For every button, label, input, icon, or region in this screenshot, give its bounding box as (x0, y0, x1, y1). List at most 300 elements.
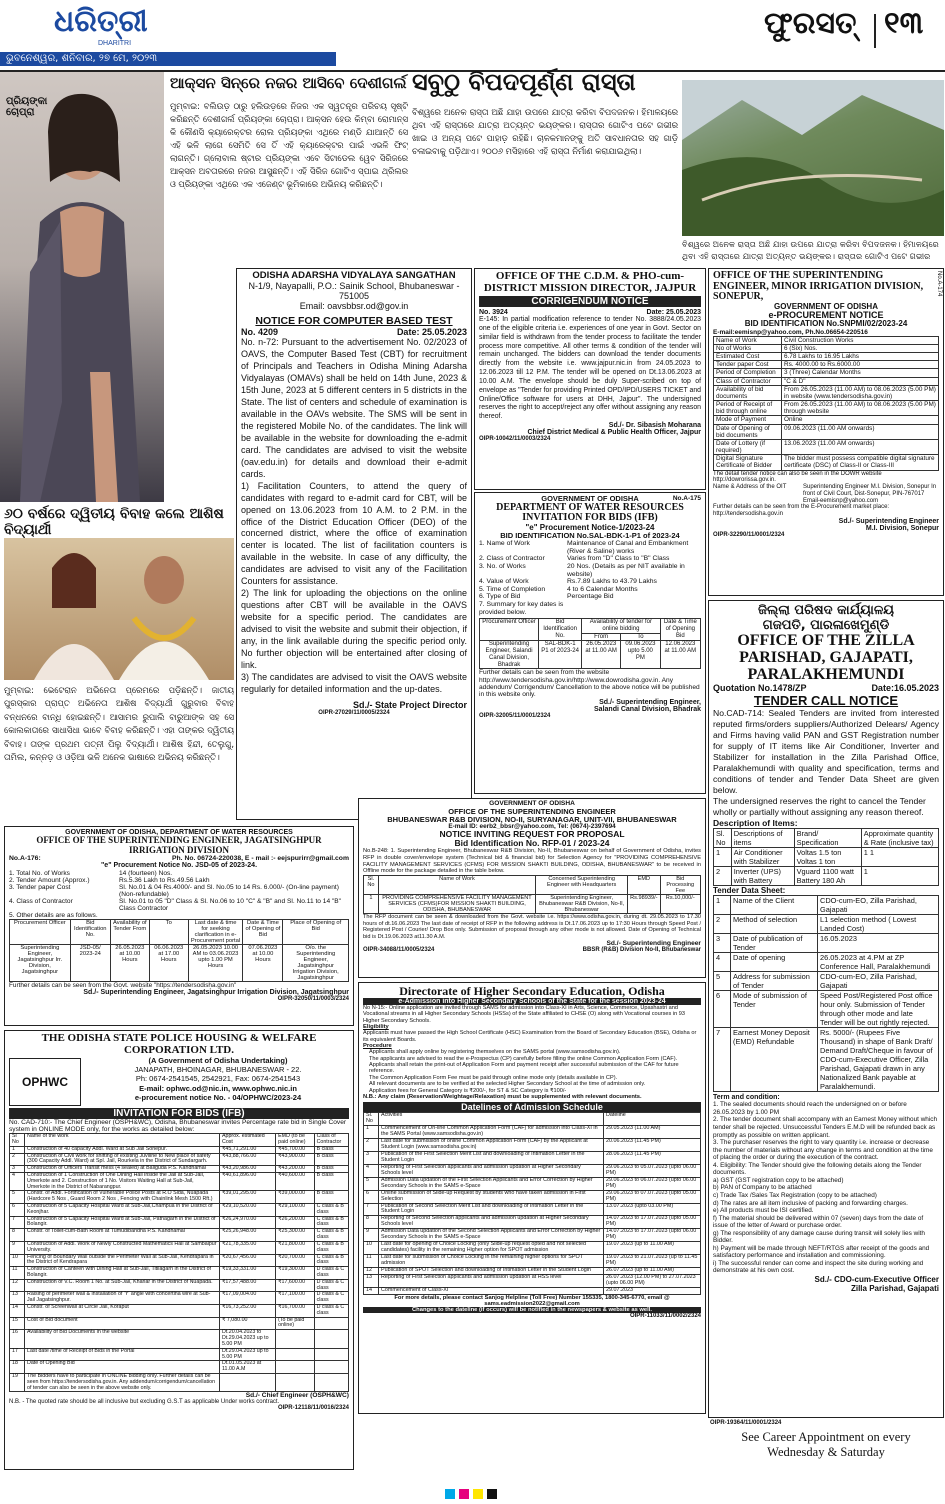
police-cell: ₹17,600.00 (276, 1279, 314, 1292)
police-cell: ₹16,700.00 (276, 1305, 314, 1318)
police-cell: 6 (10, 1204, 25, 1217)
dhse-proc-item: Application fees for General Category is ₹200/-, for ST & SC Category is ₹100/- (369, 1087, 567, 1094)
police-cell: C class & B class (314, 1216, 348, 1229)
rnb-o2: BHUBANESWAR R&B DIVISION, NO-II, SURYANAGAR, UNIT-VII, BHUBANESWAR (387, 814, 677, 824)
zilla-title: OFFICE OF THE ZILLA PARISHAD, GAJAPATI, PARALAKHEMUNDI (737, 632, 915, 683)
police-cell: B class (314, 1191, 348, 1204)
dhse-cell: 29.05.2023 (11.00 AM) (604, 1126, 701, 1139)
police-a2: JANAPATH, BHOINAGAR, BHUBANESWAR - 22. (134, 1065, 302, 1075)
water-value: Rs.7.89 Lakhs to 43.79 Lakhs (567, 578, 657, 586)
jagat-label: 5. Other details are as follows. (9, 911, 98, 919)
jagat-th: Place of Opening of Bid (283, 919, 349, 944)
zilla-sheet-cell: CDO-cum-EO, Zilla Parishad, Gajapati (818, 896, 939, 915)
zilla-body2: The undersigned reserves the right to cancel the Tender wholly or partially without assigning any reason thereof. (713, 796, 926, 818)
dhse-cell: 9 (364, 1229, 379, 1242)
zilla-date: Date:16.05.2023 (871, 683, 939, 694)
police-cell: ₹25,26,948.00 (220, 1229, 276, 1242)
jagat-cell: 06.06.2023 at 17.00 Hours (149, 944, 188, 981)
section-divider (874, 14, 876, 48)
minor-row (714, 369, 939, 377)
dhse-cell: Last date for opening of Choice Locking (only Slide-up request opted and not selected candidates) facility in the remaining Higher option for SPOT admission (379, 1242, 604, 1255)
police-cell: Constr. of Screenwall at Circle Jail, Koraput (25, 1305, 220, 1318)
zilla-sheet-cell: Speed Post/Registered Post office hour only. Submission of Tender through other mode and late Tender will be out rightly rejected. (818, 991, 939, 1028)
zilla-term: h) Payment will be made through NEFT/RTGS after receipt of the goods and satisfactory performance and installation and commissioning. (713, 1244, 930, 1260)
police-cell: 12 (10, 1279, 25, 1292)
logo: ଧରିତ୍ରୀ (54, 4, 148, 39)
zilla-ref: OIPR-19364/11/0001/2324 (710, 1420, 782, 1426)
jagat-label: 4. Class of Contractor (9, 897, 73, 905)
minor-value: Civil Construction Works (781, 336, 938, 344)
police-row (10, 1361, 349, 1374)
portrait-illustration (0, 72, 164, 502)
police-row (10, 1204, 349, 1217)
jagat-gov: GOVERNMENT OF ODISHA, DEPARTMENT OF WATER RESOURCES (65, 829, 293, 836)
jagat-table (9, 919, 349, 982)
dhse-cell: 13.07.2023 (upto 03.00 PM) (604, 1203, 701, 1216)
police-cell: Construction of Canteen with Dining Hall at Sub-Jail, Titilagarh in the District of Bolangir. (25, 1267, 220, 1280)
zilla-sheet-cell: Earnest Money Deposit (EMD) Refundable (731, 1028, 818, 1092)
dhse-title: Directorate of Higher Secondary Education, Odisha (399, 984, 665, 998)
zilla-sheet-cell: 7 (714, 1028, 731, 1092)
police-cell: ₹29,10,520.00 (220, 1204, 276, 1217)
minor-label: Availability of bid documents (714, 385, 782, 400)
oavs-address: N-1/9, Nayapalli, P.O.: Sainik School, Bhubaneswar - 751005 (248, 280, 460, 301)
rnb-email: E-mail ID: eerb2_bbsr@yahoo.com, Tel: (0674)-2397694 (448, 822, 616, 830)
police-cell: D class & C class (314, 1292, 348, 1305)
police-a4: E-mail: ophwc.od@nic.in, www.ophwc.nic.in (139, 1083, 297, 1093)
police-cell: Construction of Addl. Work of Newly Constructed Mathematics Hall at Sambalpur University. (25, 1241, 220, 1254)
minor-label: Date of Opening of bid documents (714, 424, 782, 439)
zilla-term: i) The successful render can come and inspect the site during working and demonstrate at his own cost. (713, 1259, 924, 1275)
rnb-cell: Rs.98939/- (628, 895, 660, 914)
jagat-ph: Ph. No. 06724-220038, E - mail :- eejspurirr@gmail.com (172, 855, 349, 863)
police-row (10, 1216, 349, 1229)
police-cell: ₹39,01,295.00 (220, 1191, 276, 1204)
police-cell: Date of Opening Bid (25, 1361, 220, 1374)
police-ifb: INVITATION FOR BIDS (IFB) (9, 1108, 349, 1119)
dhse-cell: 29.06.2023 to 06.07.2023 (upto 06.00 PM) (604, 1177, 701, 1190)
minor-sig2: M.I. Division, Sonepur (865, 524, 939, 532)
dhse-cell: 12 (364, 1267, 379, 1274)
minor-label: Period of Receipt of bid through online (714, 401, 782, 416)
dhse-cell: 14.07.2023 to 17.07.2023 (upto 06.00 PM) (604, 1229, 701, 1242)
minor-bid: BID IDENTIFICATION No.SNPMI/02/2023-24 (744, 319, 908, 329)
minor-label: No of Works (714, 344, 782, 352)
dhse-cell: 7 (364, 1203, 379, 1216)
police-cell: ₹25,300.00 (276, 1229, 314, 1242)
dhse-row (364, 1229, 701, 1242)
dhse-cell: 2 (364, 1139, 379, 1152)
dhse-cell: 3 (364, 1152, 379, 1165)
police-cell: 17 (10, 1348, 25, 1361)
logo-sub: DHARITRI (98, 40, 132, 47)
water-gov: GOVERNMENT OF ODISHA (541, 494, 639, 503)
police-cell: 19 (10, 1373, 25, 1391)
water-label: 7. Summary for key dates is provided below. (479, 601, 564, 616)
zilla-item-cell: Vguard 1100 watt Battery 180 Ah (794, 867, 861, 886)
minor-value: From 26.05.2023 (11.00 AM) to 08.06.2023 (5.00 PM) through website (781, 401, 938, 416)
dhse-row (364, 1177, 701, 1190)
masthead (0, 0, 945, 72)
story3-headline: ୬୦ ବର୍ଷରେ ଦ୍ୱିତୀୟ ବିବାହ କଲେ ଆଶିଷ ବିଦ୍ୟାର୍ଥୀ (4, 506, 224, 538)
rnb-notice (358, 798, 706, 978)
zilla-term: 3. The purchaser reserves the right to vary quantity i.e. increase or decrease the number of materials without any change in terms and condition at the time of placing the order or during the execution of the contract. (713, 1139, 933, 1162)
dhse-cell: Last date for submission of Choice Locking in the remaining higher options for SPOT admission (379, 1255, 604, 1268)
story2-body: ବିଶ୍ୱରେ ଅନେକ ରାସ୍ତା ଅଛି ଯାହା ଉପରେ ଯାତ୍ରା କରିବା ବିପଦଜନକ। ହିମାଳୟରେ ଥିବା ଏହି ରାସ୍ତାରେ ଯାତ୍ରା ଅତ୍ୟନ୍ତ ଭୟଙ୍କର। ରାସ୍ତାର ଗୋଟିଏ ପଟେ ଗଭୀର ଖାଇ ଓ ଅନ୍ୟ ପଟେ ପାହାଡ଼ ରହିଛି। ଚାଳକମାନଙ୍କୁ ଅତି ସାବଧାନତାର ସହ ଗାଡ଼ି ଚଳାଇବାକୁ ପଡ଼ିଥାଏ। ୨୦୦୬ ମସିହାରେ ଏହି ରାସ୍ତା ନିର୍ମାଣ କରାଯାଇଥିଲା। (412, 107, 678, 157)
water-value (567, 601, 701, 616)
water-value: Varies from "D" Class to "B" Class (567, 555, 670, 563)
police-sig: Sd./- Chief Engineer (OSPH&WC) (245, 1392, 349, 1400)
cdm-sub: CORRIGENDUM NOTICE (479, 296, 701, 307)
dhse-cell: 14 (364, 1287, 379, 1294)
dhse-cell: Admission Data updation of the First Selection Applicants and Error Correction by Higher Secondary Schools in the SAMS e-Space (379, 1177, 604, 1190)
rnb-table (363, 875, 701, 914)
minor-value: Online (781, 416, 938, 424)
police-cell: ₹20,700.00 (276, 1254, 314, 1267)
zilla-term: d) The rates are all item inclusive of packing and forwarding charges. (713, 1199, 908, 1207)
dhse-ref: OIPR-11033/11/0002/2324 (629, 1312, 701, 1319)
dhse-row (364, 1152, 701, 1165)
police-th: EMD (to be paid online) (276, 1134, 314, 1147)
police-row (10, 1292, 349, 1305)
jagat-cell: O/o. the Superintending Engineer, Jagatsinghpur Irrigation Division, Jagatsinghpur (283, 944, 349, 981)
police-row (10, 1305, 349, 1318)
water-title: DEPARTMENT OF WATER RESOURCES INVITATION FOR BIDS (IFB) (496, 501, 684, 524)
jagat-th: Bid Identification No. (70, 919, 110, 944)
dhse-cell: Publication of the First Selection Merit List and downloading of Intimation Letter in the Student Login (379, 1152, 604, 1165)
zilla-term: g) The responsibility of any damage cause during transit will solely lies with Bidder. (713, 1229, 925, 1245)
cdm-body: E-145: In partial modification reference to tender No. 3888/24.05.2023 one of the eligible criteria i.e. experiences of one year in Govt. Sector on similar field is withdrawn from the tender process to facilitate the tender process more competitive. All other terms & condition of the tender will remain unchanged. The bidders can download the tender documents directly from the website i.e. www.jajpur.nic.in from 24.05.2023 to 12.06.2023 till 12 P.M. The tender will be opened on Dt.13.06.2023 at 10.00 A.M. The envelope should be duly Super-scribed on top of envelope as "Tender for providing Printed OPD/IPD/USERS TICKET and Online/Office software for users at DHH, Jajpur". The undersigned reserves the right to accept/reject any offer without assigning any reason thereof. (479, 316, 701, 421)
dhse-intro: No N-15:- Online application are invited through SAMS for admission into Class-XI in Arts, Science, Commerce, Upashastri and Vocational streams in all Higher Secondary Schools (HSSs) of the State affiliated to CHSE (O) along with Vocational courses in 93 Higher Secondary Schools. (363, 1004, 686, 1024)
police-cell: 16 (10, 1330, 25, 1348)
minor-label: Period of Completion (714, 369, 782, 377)
dhse-row (364, 1216, 701, 1229)
zilla-th: Sl. No (714, 829, 732, 848)
priyanka-photo (0, 72, 164, 502)
rnb-gov: GOVERNMENT OF ODISHA (489, 800, 575, 807)
police-th: Name of the work (25, 1134, 220, 1147)
zilla-item-row (714, 867, 939, 886)
water-value: Maintenance of Canal and Embankment (River & Saline) works (567, 540, 689, 555)
jagat-cell: JSD-05/ 2023-24 (70, 944, 110, 981)
minor-row (714, 377, 939, 385)
zilla-sheet-title: Tender Data Sheet: (713, 886, 786, 896)
jagat-row (9, 877, 349, 884)
dhse-cell: 29.07.2023 (604, 1287, 701, 1294)
dhse-proc-item: Applicants shall retain the print-out of Application Form and payment receipt after successful submission of the CAF for future reference. (369, 1061, 679, 1075)
zilla-term: 4. Eligibility: The Tender should give the following details along the Tender documents. (713, 1161, 922, 1177)
zilla-sheet-cell: 1 (714, 896, 731, 915)
dhse-cell: 14.07.2023 to 17.07.2023 (upto 05.00 PM) (604, 1216, 701, 1229)
couple-illustration (4, 538, 234, 680)
police-th: Approx. estimated Cost (220, 1134, 276, 1147)
zilla-body: No.CAD-714: Sealed Tenders are invited from interested reputed firms/orders suppliers/Authorized Delears/ Agency and Firms having valid PAN and GST Registration number for supply of IT items like Air Conditioner, Inverter and Stabilizer for installation in the Zilla Parishad Office, Paralakhemundi with quality and specification, terms and conditions of tender and Tender Data Sheet are given below. (713, 708, 939, 796)
zilla-term: e) All products must be ISI certified. (713, 1207, 814, 1215)
police-cell: ₹45,700.00 (276, 1146, 314, 1153)
minor-label: Mode of Payment (714, 416, 782, 424)
cdm-ref: OIPR-10042/11/0003/2324 (479, 436, 551, 443)
police-cell: D class & C class (314, 1267, 348, 1280)
jagat-th: Date & Time of Opening of Bid (243, 919, 283, 944)
minor-label: Estimated Cost (714, 353, 782, 361)
water-row (479, 540, 701, 555)
zilla-term: b) PAN of Company to be attached (713, 1184, 812, 1192)
story1-caption: ପ୍ରିୟଙ୍କା ଚୋପ୍ରା (6, 96, 48, 118)
zilla-item-cell: 1 (714, 848, 732, 867)
police-cell: ₹43,200.00 (276, 1166, 314, 1173)
oavs-p4: 3) The candidates are advised to visit the OAVS website regularly for detailed information and the up-dates. (241, 672, 467, 695)
dhse-cell: Online submission of Slide-up Request by students who have taken admission in First Selection (379, 1190, 604, 1203)
dhse-cell: Commencement of On-line Common Application Form (CAF) for admission into Class-XI in the SAMS Portal (www.samsodisha.gov.in) (379, 1126, 604, 1139)
police-cell: Construction of Officers Transit mess (4 sealed) at Baliguda P.S. Kandhamal (25, 1166, 220, 1173)
rnb-th: Name of Work (378, 876, 535, 895)
police-row (10, 1373, 349, 1391)
oavs-p1: No. n-72: Pursuant to the advertisement No. 02/2023 of OAVS, the Computer Based Test (CBT) for recruitment of Principals and Teachers in Odisha Mining Adarsha Vidyalayas (OMAVs) shall be held on 14th June, 2023 & 15th June, 2023 at 5 different centers in 5 districts in the State. The list of centers and schedule of examination is available in the OAVs website. The SMS will be sent in the registered Mobile No. of the candidates. The link will be available in the website for downloading the e-admit card. The candidates are advised to visit the website (oav.edu.in) for details and download their e-admit cards. (241, 336, 467, 479)
zilla-sheet-cell: Name of the Client (731, 896, 818, 915)
police-cell: ₹40,600.00 (276, 1172, 314, 1190)
jagat-value (119, 912, 349, 919)
police-cell: 18 (10, 1361, 25, 1374)
water-label: 2. Class of Contractor (479, 555, 545, 563)
water-value: 20 Nos. (Details as per NIT available in website) (567, 562, 685, 578)
minor-table (713, 336, 939, 471)
police-title: THE ODISHA STATE POLICE HOUSING & WELFARE CORPORATION LTD. (41, 1032, 317, 1056)
dhse-cell: Publication of SPOT Selection and downloading of Intimation Letter in the Student Login (379, 1267, 604, 1274)
oavs-ref: OIPR-27029/11/0005/2324 (318, 710, 390, 717)
water-row (479, 555, 701, 563)
zilla-item-cell: 1 1 (861, 848, 938, 867)
water-sig2: Salandi Canal Division, Bhadrak (594, 705, 701, 713)
jagat-cell: 26.05.2023 at 10.00 Hours (110, 944, 149, 981)
zilla-item-cell: 1 (861, 867, 938, 886)
zilla-sheet-cell: Date of publication of Tender (731, 934, 818, 953)
zilla-term: f) The material should be delivered within 07 (seven) days from the date of issue of the letter of Award or purchase order. (713, 1214, 924, 1230)
jagat-cell: 07.06.2023 at 10.00 Hours (243, 944, 283, 981)
minor-label: Tender paper Cost (714, 361, 782, 369)
police-cell: ₹29,100.00 (276, 1204, 314, 1217)
water-row (479, 578, 701, 586)
police-cell: ₹17,100.00 (276, 1292, 314, 1305)
minor-oit-label: Name & Address of the OIT (713, 484, 787, 491)
zilla-sheet-row (714, 915, 939, 934)
jagat-row (9, 898, 349, 912)
police-cell: Fencing of Boundary Wall outside the Perimeter Wall at Sub-Jail, Kendrapara in the District of Kendrapara (25, 1254, 220, 1267)
jagat-cell: 26.05.2023 10.00 AM to 03.06.2023 upto 1.00 PM Hours (188, 944, 243, 981)
jagat-label: 1. Total No. of Works (9, 869, 70, 877)
minor-further: Further details can be seen from the E-Procurement market place: http://tendersodisha.gov.in (713, 504, 890, 517)
police-row (10, 1241, 349, 1254)
zilla-sheet-cell: 6 (714, 991, 731, 1028)
police-cell (314, 1361, 348, 1374)
police-cell: Construction of 5 Capacity Hospital Ward at Sub-Jail,Champua in the District of Keonjhar. (25, 1204, 220, 1217)
minor-label: Name of Work (714, 336, 782, 344)
minor-value: From 26.05.2023 (11.00 AM) to 08.06.2023 (5.00 PM) in website (www.tendersodisha.gov.in) (781, 385, 938, 400)
minor-value: The bidder must possess compatible digital signature certificate (DSC) of Class-II or Class-III (781, 455, 938, 470)
police-th: Sl No (10, 1134, 25, 1147)
dhse-cell: 8 (364, 1216, 379, 1229)
police-cell: ₹20,67,456.00 (220, 1254, 276, 1267)
water-label: 6. Type of Bid (479, 593, 521, 601)
dhse-th: Dateline (604, 1113, 701, 1126)
oavs-org: ODISHA ADARSHA VIDYALAYA SANGATHAN (252, 270, 456, 281)
police-cell: ₹17,57,488.00 (220, 1279, 276, 1292)
career-line1: See Career Appointment on every (741, 1430, 911, 1444)
mountain-illustration (682, 80, 944, 236)
zilla-sheet-cell: Date of opening (731, 953, 818, 972)
zilla-sub: TENDER CALL NOTICE (753, 693, 899, 709)
police-cell (314, 1330, 348, 1348)
police-cell: C class & B class (314, 1254, 348, 1267)
dhse-cell: Reporting of Second Selection applicants and admission updation at Higher Secondary Schools level (379, 1216, 604, 1229)
zilla-term: 1. The sealed documents should reach the undersigned on or before 26.05.2023 by 1.00 PM (713, 1101, 907, 1116)
rnb-bid: Bid Identification No. RFP-01 / 2023-24 (454, 838, 610, 849)
police-cell (314, 1348, 348, 1361)
water-th: Availability of tender for online bidding (582, 619, 661, 633)
water-resources-notice (474, 492, 706, 794)
police-cell: ₹21,78,335.00 (220, 1241, 276, 1254)
police-th: Class of Contractor (314, 1134, 348, 1147)
water-label: 4. Value of Work (479, 578, 529, 586)
story2-body-cont: ବିଶ୍ୱରେ ଅନେକ ରାସ୍ତା ଅଛି ଯାହା ଉପରେ ଯାତ୍ରା କରିବା ବିପଦଜନକ। ହିମାଳୟରେ ଥିବା ଏହି ରାସ୍ତାରେ ଯାତ୍ରା ଅତ୍ୟନ୍ତ ଭୟଙ୍କର। ରାସ୍ତାର ଗୋଟିଏ ପଟେ ଗଭୀର (682, 239, 939, 262)
police-table (9, 1133, 349, 1392)
zilla-parishad-notice (708, 600, 944, 1418)
police-cell: ₹26,200.00 (276, 1216, 314, 1229)
zilla-odia2: ଗଜପତି, ପାରଳାଖେମୁଣ୍ଡି (762, 618, 890, 633)
zilla-sheet-cell: 5 (714, 972, 731, 991)
police-a3: Ph: 0674-2541545, 2542921, Fax: 0674-2541543 (135, 1074, 301, 1084)
dhse-cell: 29.06.2023 to 05.07.2023 (upto 06.00 PM) (604, 1164, 701, 1177)
police-cell: B class (314, 1172, 348, 1190)
minor-row (714, 401, 939, 416)
minor-value: Rs. 4000.00 to Rs.6000.00 (781, 361, 938, 369)
dhse-cell: Commencement of Class-XI (379, 1287, 604, 1294)
oavs-p2: 1) Facilitation Counters, to attend the query of candidates with regard to e-admit card for CBT, will be opened on 13.06.2023 from 10 A.M. to 2 P.M. in the office of the District Education Officer (DEO) of the concerned district, where the office of examination center is located. The list of facilitation counters is available in the website. In case of any difficulty, the candidates are advised to visit any of the Facilitation Counters for assistance. (241, 480, 467, 587)
dhse-cell: 26.07.2023 (up to 11.00 AM) (604, 1267, 701, 1274)
police-a1: (A Government of Odisha Undertaking) (148, 1056, 288, 1066)
zilla-sheet-row (714, 896, 939, 915)
page-number: ୧୩ (884, 6, 924, 41)
police-cell: ₹39,000.00 (276, 1191, 314, 1204)
police-cell: Dt.29.04.2023 up to 5.00 PM (220, 1348, 276, 1361)
police-cell: Construction of 5 Capacity Hospital Ward at Sub-Jail, Patnagarh in the District of Bolangir. (25, 1216, 220, 1229)
dhse-th: Sl. No (364, 1113, 379, 1126)
water-row (479, 601, 701, 616)
minor-irrigation-notice (708, 268, 944, 596)
police-row (10, 1146, 349, 1153)
minor-label: Class of Contractor (714, 377, 782, 385)
minor-gov: GOVERNMENT OF ODISHA (773, 301, 878, 311)
minor-sub: e-PROCUREMENT NOTICE (768, 309, 884, 320)
police-row (10, 1172, 349, 1190)
water-ref: OIPR-32005/11/0001/2324 (479, 712, 551, 719)
jagat-th: Last date & time for seeking clarification in e-Procurement portal (188, 919, 243, 944)
zilla-quotation: Quotation No.1478/ZP (713, 683, 807, 694)
dhse-foot1: For more details, please contact Sanjog Helpline (Toll Free) Number 155335, 1800-345-6770, email @ sams.eadmission2022@gmail.com (394, 1294, 670, 1307)
dhse-row (364, 1255, 701, 1268)
oavs-notice (236, 268, 472, 820)
police-row (10, 1229, 349, 1242)
police-cell (314, 1317, 348, 1330)
cdm-date: Date: 25.05.2023 (646, 309, 701, 317)
career-line2: Wednesday & Saturday (767, 1445, 885, 1459)
zilla-sig2: Zilla Parishad, Gajapati (850, 1283, 939, 1293)
police-cell: B class (314, 1166, 348, 1173)
zilla-sheet-cell: 2 (714, 915, 731, 934)
zilla-sig1: Sd./- CDO-cum-Executive Officer (814, 1274, 939, 1284)
zilla-terms-title: Term and condition: (713, 1094, 780, 1102)
water-bid: BID IDENTIFICATION No.SAL-BDK-1-P1 of 2023-24 (500, 531, 680, 541)
water-tag: No.A-175 (672, 495, 701, 502)
minor-label: Digital Signature Certificate of Bidder (714, 455, 782, 470)
jagat-ref: OIPR-32050/11/0003/2324 (277, 995, 349, 1002)
oavs-no: No. 4209 (241, 326, 279, 337)
minor-tag: No.A-174 (936, 271, 942, 297)
police-cell (276, 1373, 314, 1391)
police-cell (276, 1361, 314, 1374)
police-cell: (To be paid online) (276, 1317, 314, 1330)
police-cell: ₹43,88,766.00 (220, 1153, 276, 1166)
dhse-nb: N.B.: Any claim (Reservation/Weightage/Relaxation) must be supplemented with relevant documents. (363, 1094, 642, 1101)
police-cell: ₹26,24,970.00 (220, 1216, 276, 1229)
dhse-cell: 13 (364, 1274, 379, 1287)
police-cell: B class (314, 1146, 348, 1153)
police-cell: Dt.20.04.2023 to Dt.29.04.2023 up to 5.00 PM (220, 1330, 276, 1348)
police-cell: ₹21,800.00 (276, 1241, 314, 1254)
dhse-row (364, 1242, 701, 1255)
zilla-sheet-row (714, 991, 939, 1028)
water-th: To (621, 633, 661, 641)
jagat-tag: No.A-176: (9, 855, 41, 863)
police-cell: Dt.01.05.2023 at 11.00 A.M (220, 1361, 276, 1374)
dhse-cell: Admission Data updation of the Second Selection Applicants and Error Correction by Higher Secondary Schools in the SAMS e-Space (379, 1229, 604, 1242)
oavs-date: Date: 25.05.2023 (396, 326, 467, 337)
dhse-th: Activities (379, 1113, 604, 1126)
water-row (479, 593, 701, 601)
minor-email: E-mail:eemisnp@yahoo.com, Ph.No.06654-220516 (713, 328, 868, 336)
minor-row (714, 353, 939, 361)
dhse-cell: 29.06.2023 to 07.07.2023 (upto 05.00 PM) (604, 1190, 701, 1203)
jagat-rows (9, 870, 349, 919)
police-cell: 14 (10, 1305, 25, 1318)
police-row (10, 1153, 349, 1166)
jagatsinghpur-notice (4, 826, 354, 1026)
police-cell: Constr. of Addl. Fortification of Vulnerable Police Posts at R.O Sida, Nuapada (Hardcore 5 Nos , Guard Room 2 Nos , Fencing with Chainlink Mesh 1500 Rft.) (25, 1191, 220, 1204)
jagat-th: Procurement Officer (10, 919, 71, 944)
water-value: 4 to 6 Calendar Months (567, 585, 638, 593)
police-cell: 9 (10, 1241, 25, 1254)
zilla-sheet-cell: CDO-cum-EO, Zilla Parishad, Gajapati (818, 972, 939, 991)
police-cell: D class & C class (314, 1305, 348, 1318)
jagat-value: Rs.5.36 Lakh to Rs.49.56 Lakh (119, 876, 210, 884)
minor-value: 6 (Six) Nos. (781, 344, 938, 352)
jagat-value: Sl. No.01 to 05 "D" Class & Sl. No.06 to 10 "C" & "B" and Sl. No.11 to 14 "B" Class Contractor (119, 897, 342, 912)
jagat-further: Further details can be seen from the Govt. website "https://tendersodisha.gov.in" (9, 981, 237, 989)
police-cell: 2 (10, 1153, 25, 1166)
water-th: Procurement Officer (480, 619, 539, 641)
dhse-cell: 20.06.2023 (11.45 PM) (604, 1139, 701, 1152)
dhse-cell: 6 (364, 1190, 379, 1203)
police-ref: OIPR-12118/11/0016/2324 (277, 1405, 349, 1412)
zilla-sheet-cell: L1 selection method ( Lowest Landed Cost) (818, 915, 939, 934)
jagat-row (9, 884, 349, 898)
jagat-row (9, 912, 349, 919)
zilla-term: 2. The tender document shall accompany with an Earnest Money without which tender shall be rejected. Unsuccessful Tenders E.M.D will be refunded back as promptly as possible on written applicant. (713, 1116, 938, 1139)
story1-body: ମୁମ୍ବାଇ: ବଲିଉଡ଼ ଠାରୁ ହଲିଉଡ଼ରେ ନିଜର ଏକ ସ୍ୱତନ୍ତ୍ର ପରିଚୟ ସୃଷ୍ଟି କରିଛନ୍ତି ଦେଶୀଗର୍ଲ ପ୍ରିୟଙ୍କା ଚୋପ୍ରା। ଆକ୍ସନ ହେଉ କିମ୍ବା ରୋମାନ୍ସ କି କୌଣସି କ୍ୟାରେକ୍ଟର ରୋଲ ପ୍ରିୟଙ୍କା ଏଥିରେ ମଣ୍ଡି ଯାଆନ୍ତି ସେ ଏହି ଭଳି ଲାଗେ ସେମିତି ସେ ତିଁ ଏହି କ୍ୟାରେକ୍ଟର ପାଇଁ ଏଭଳି ଫିଟ୍ ଲାଗନ୍ତି। ଗ୍ଲୋବାଲ ଷ୍ଟାର ପ୍ରିୟଙ୍କା ଏବେ ସିଟାଡେଲ ୱେବ ସିରିଜରେ ଆକ୍ସନ ଅବତାରରେ ନଜର ଆସୁଛନ୍ତି। ଏହି ସିରିଜ ଗୋଟିଏ ସ୍ପାଇ ଥ୍ରିଲର ଓ ପ୍ରିୟଙ୍କା ଏଥିରେ ଏକ ଏଜେଣ୍ଟ ଭୂମିକାରେ ଅଭିନୟ କରିଛନ୍ତି। (170, 101, 408, 190)
police-body: No. CAD-710:- The Chief Engineer (OSPH&WC), Odisha, Bhubaneswar invites Percentage rate bid in Single Cover system in ONLINE MODE only, for the works as detailed below: (9, 1119, 347, 1134)
zilla-sheet-cell: Address for submission of Tender (731, 972, 818, 991)
police-cell: Availability of Bid Documents in the website (25, 1330, 220, 1348)
jagat-sub: "e" Procurement Notice No. JSD-05 of 2023-24. (100, 862, 258, 870)
